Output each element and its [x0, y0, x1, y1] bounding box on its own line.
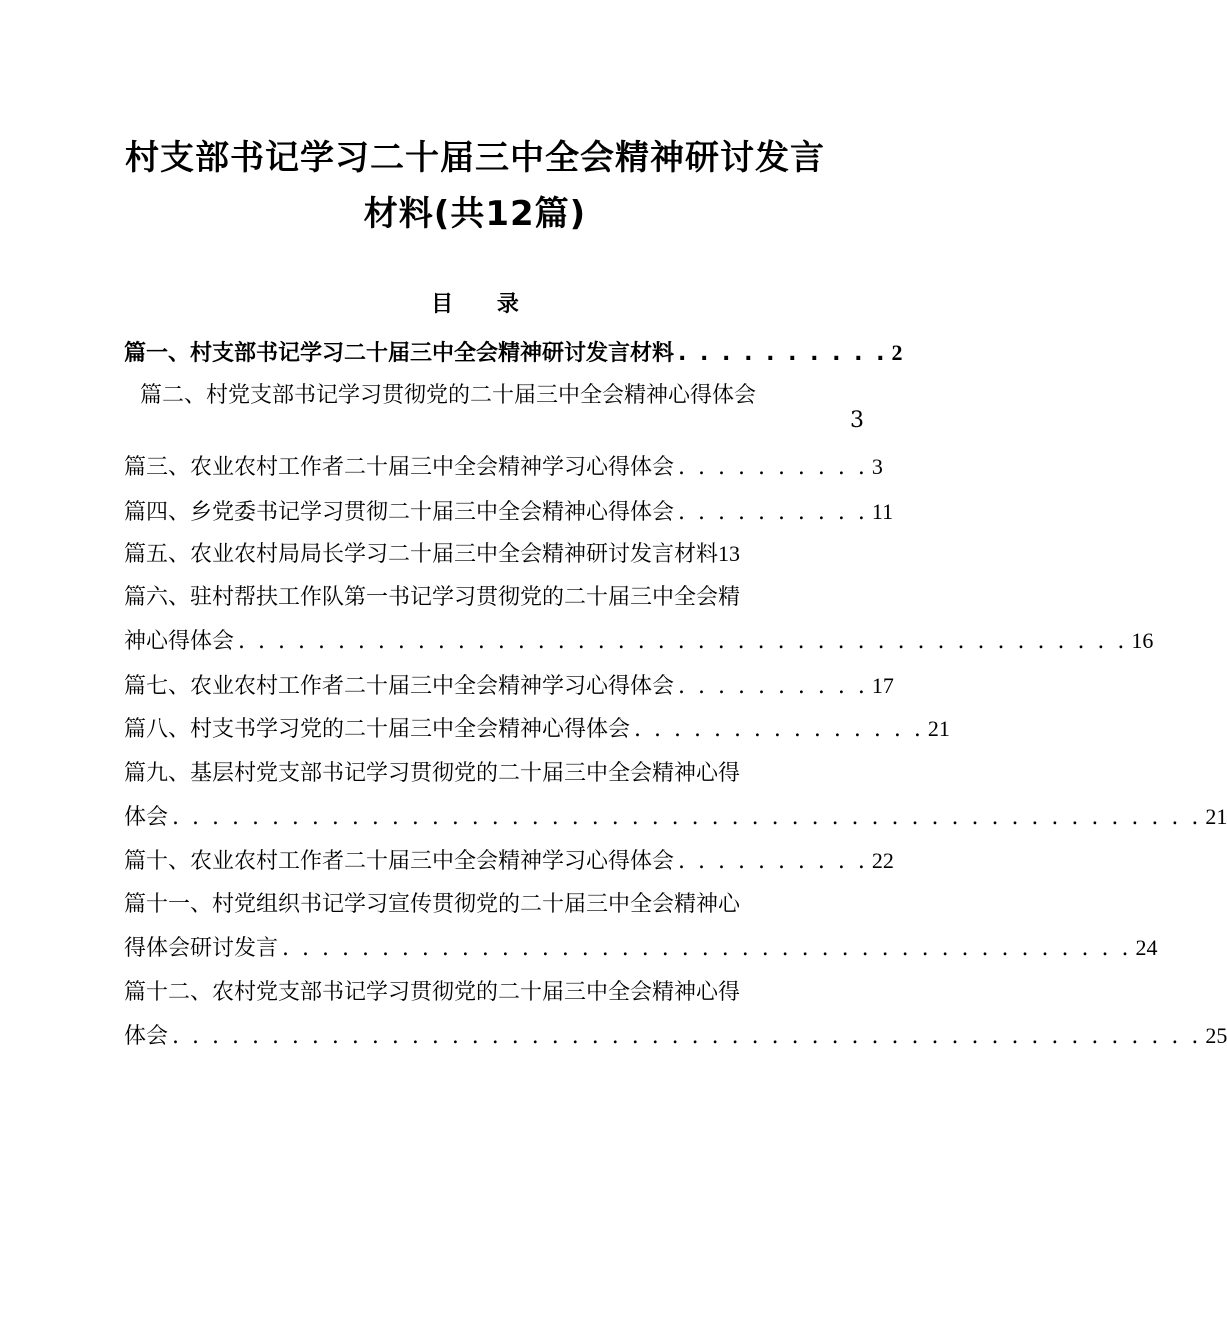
toc-entry-page: 2 [891, 340, 903, 365]
toc-entry-page: 16 [1131, 628, 1154, 653]
toc-entry-12-cont[interactable] [124, 1019, 1227, 1049]
toc-entry-page: 17 [871, 673, 894, 698]
toc-entry-11-cont[interactable] [124, 931, 1158, 961]
toc-entry-12[interactable] [124, 975, 740, 1006]
toc-entry-page: 3 [871, 454, 883, 479]
toc-entry-title: 篇六、驻村帮扶工作队第一书记学习贯彻党的二十届三中全会精 [124, 585, 741, 610]
toc-entry-title: 篇十一、村党组织书记学习宣传贯彻党的二十届三中全会精神心 [124, 892, 741, 917]
toc-leader-dots: . . . . . . . . . . [678, 849, 868, 874]
document-title-line-2: 材料(共12篇) [363, 194, 587, 234]
toc-entry-title: 篇十二、农村党支部书记学习贯彻党的二十届三中全会精神心得 [124, 980, 741, 1005]
toc-entry-title-cont: 体会 [124, 805, 169, 830]
toc-entry-6[interactable] [124, 580, 740, 611]
toc-entry-page: 21 [927, 716, 950, 741]
toc-entry-page: 13 [718, 541, 741, 566]
toc-entry-9[interactable] [124, 756, 740, 787]
toc-entry-7[interactable] [124, 669, 894, 699]
toc-entry-title: 篇五、农业农村局局长学习二十届三中全会精神研讨发言材料 [124, 542, 719, 567]
toc-entry-page: 11 [871, 499, 894, 524]
toc-entry-2[interactable] [140, 378, 756, 409]
toc-entry-page: 22 [871, 848, 894, 873]
toc-entry-page: 24 [1135, 935, 1158, 960]
toc-entry-5[interactable] [124, 537, 850, 567]
toc-leader-dots: . . . . . . . . . . . . . . . . . . . . . . . . . . . . . . . . . . . . . . . . . . . . . [238, 629, 1128, 654]
toc-entry-title: 篇八、村支书学习党的二十届三中全会精神心得体会 [124, 717, 631, 742]
toc-entry-title: 篇四、乡党委书记学习贯彻二十届三中全会精神心得体会 [124, 500, 675, 525]
toc-entry-page: 25 [1205, 1023, 1227, 1048]
toc-leader-dots: . . . . . . . . . . . . . . . . . . . . . . . . . . . . . . . . . . . . . . . . . . . . . . . . . . . . [172, 805, 1202, 830]
toc-entry-6-cont[interactable] [124, 624, 1154, 654]
toc-entry-9-cont[interactable] [124, 800, 1227, 830]
toc-entry-title: 篇十、农业农村工作者二十届三中全会精神学习心得体会 [124, 849, 675, 874]
toc-leader-dots: . . . . . . . . . . . . . . . . . . . . . . . . . . . . . . . . . . . . . . . . . . . [282, 936, 1132, 961]
toc-entry-4[interactable] [124, 495, 894, 525]
toc-entry-title: 篇七、农业农村工作者二十届三中全会精神学习心得体会 [124, 674, 675, 699]
toc-leader-dots: . . . . . . . . . . [678, 500, 868, 525]
toc-entry-8[interactable] [124, 712, 950, 742]
toc-leader-dots: . . . . . . . . . . [678, 674, 868, 699]
toc-entry-title-cont: 神心得体会 [124, 629, 235, 654]
toc-leader-dots: . . . . . . . . . . . . . . . . . . . . . . . . . . . . . . . . . . . . . . . . . . . . . . . . . . . . [172, 1024, 1202, 1049]
toc-entry-3[interactable] [124, 450, 883, 480]
toc-entry-10[interactable] [124, 844, 894, 874]
toc-entry-title: 篇二、村党支部书记学习贯彻党的二十届三中全会精神心得体会 [140, 383, 757, 408]
document-title-line-1: 村支部书记学习二十届三中全会精神研讨发言 [125, 138, 825, 178]
toc-entry-title: 篇三、农业农村工作者二十届三中全会精神学习心得体会 [124, 455, 675, 480]
toc-entry-11[interactable] [124, 887, 740, 918]
toc-entry-title-cont: 得体会研讨发言 [124, 936, 279, 961]
toc-leader-dots: . . . . . . . . . . . . . . . [634, 717, 924, 742]
toc-entry-title-cont: 体会 [124, 1024, 169, 1049]
toc-entry-page: 21 [1205, 804, 1227, 829]
toc-leader-dots: . . . . . . . . . . [678, 341, 888, 366]
toc-entry-page-2: 3 [850, 408, 864, 433]
toc-heading: 目 录 [431, 292, 537, 317]
toc-leader-dots: . . . . . . . . . . [678, 455, 868, 480]
toc-entry-title: 篇一、村支部书记学习二十届三中全会精神研讨发言材料 [124, 341, 675, 366]
toc-entry-title: 篇九、基层村党支部书记学习贯彻党的二十届三中全会精神心得 [124, 761, 741, 786]
toc-entry-1[interactable] [124, 336, 903, 366]
